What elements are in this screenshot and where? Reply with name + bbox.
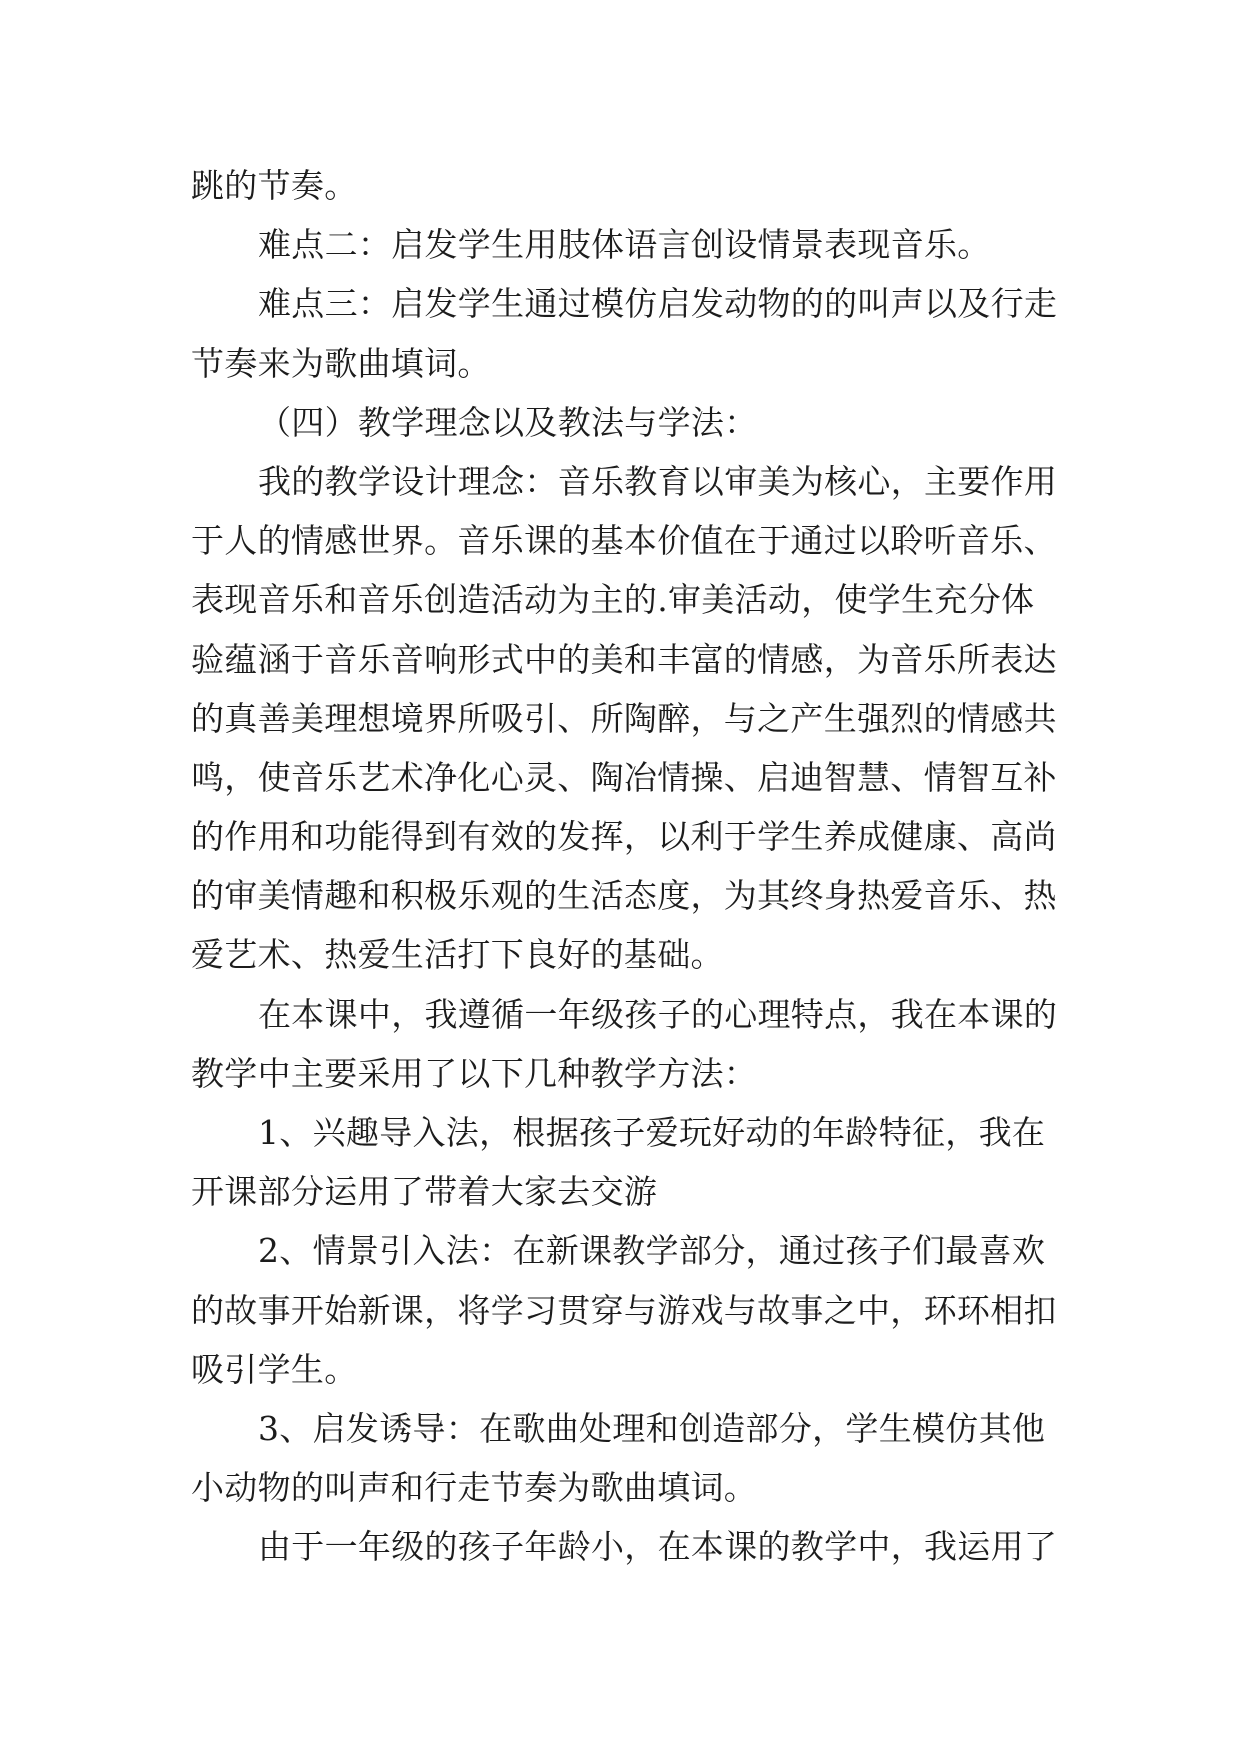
text-line: 我的教学设计理念：音乐教育以审美为核心，主要作用 xyxy=(258,461,1058,501)
text-line: 3、启发诱导：在歌曲处理和创造部分，学生模仿其他 xyxy=(258,1408,1046,1448)
text-line: 开课部分运用了带着大家去交游 xyxy=(191,1172,658,1212)
text-line: 跳的节奏。 xyxy=(191,166,358,205)
list-item-method-3 xyxy=(191,1399,1191,1517)
list-item-method-1 xyxy=(191,1103,1191,1221)
text-line: 难点三：启发学生通过模仿启发动物的的叫声以及行走 xyxy=(258,284,1058,324)
text-line: 由于一年级的孩子年龄小，在本课的教学中，我运用了 xyxy=(258,1527,1058,1567)
paragraph-difficulty-three xyxy=(191,274,1191,392)
paragraph-continued xyxy=(191,156,1191,215)
text-line: 鸣，使音乐艺术净化心灵、陶冶情操、启迪智慧、情智互补 xyxy=(191,757,1057,797)
list-item-method-2 xyxy=(191,1221,1191,1399)
paragraph-teaching-concept xyxy=(191,452,1191,985)
text-line: 表现音乐和音乐创造活动为主的.审美活动，使学生充分体 xyxy=(191,580,1035,620)
text-line: 1、兴趣导入法，根据孩子爱玩好动的年龄特征，我在 xyxy=(258,1113,1046,1152)
text-line: 的故事开始新课，将学习贯穿与游戏与故事之中，环环相扣 xyxy=(191,1290,1057,1330)
text-line: 小动物的叫声和行走节奏为歌曲填词。 xyxy=(191,1468,758,1508)
text-line: 验蕴涵于音乐音响形式中的美和丰富的情感，为音乐所表达 xyxy=(191,639,1057,679)
text-line: 教学中主要采用了以下几种教学方法： xyxy=(191,1053,758,1093)
paragraph-closing xyxy=(191,1517,1191,1576)
paragraph-difficulty-two xyxy=(191,215,1191,274)
text-line: 节奏来为歌曲填词。 xyxy=(191,343,491,383)
text-line: 吸引学生。 xyxy=(191,1349,358,1389)
text-line: 于人的情感世界。音乐课的基本价值在于通过以聆听音乐、 xyxy=(191,521,1057,561)
paragraph-methods-intro xyxy=(191,985,1191,1103)
text-line: 的真善美理想境界所吸引、所陶醉，与之产生强烈的情感共 xyxy=(191,698,1057,738)
text-line: 的作用和功能得到有效的发挥，以利于学生养成健康、高尚 xyxy=(191,817,1057,857)
text-line: 难点二：启发学生用肢体语言创设情景表现音乐。 xyxy=(258,225,991,265)
text-line: 在本课中，我遵循一年级孩子的心理特点，我在本课的 xyxy=(258,994,1058,1034)
text-line: 爱艺术、热爱生活打下良好的基础。 xyxy=(191,935,724,975)
text-line: 2、情景引入法：在新课教学部分，通过孩子们最喜欢 xyxy=(258,1231,1046,1271)
body-text xyxy=(191,156,1191,1577)
section-heading xyxy=(191,393,1191,452)
text-line: 的审美情趣和积极乐观的生活态度，为其终身热爱音乐、热 xyxy=(191,876,1057,916)
text-line: （四）教学理念以及教法与学法： xyxy=(258,402,758,442)
